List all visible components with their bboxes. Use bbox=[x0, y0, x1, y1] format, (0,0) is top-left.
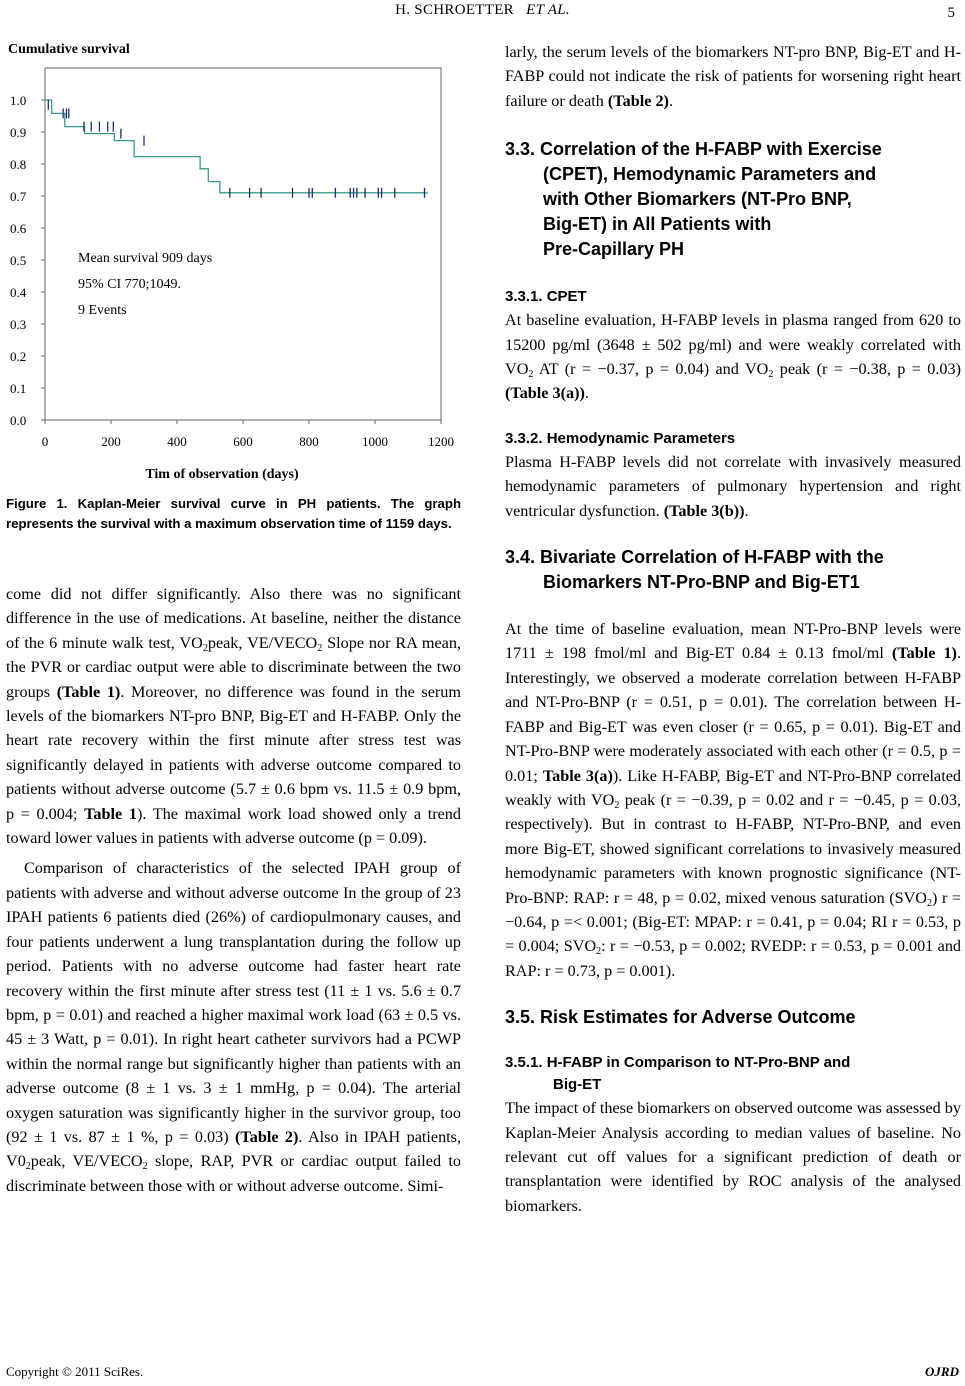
section-3-5-1-line2: Big-ET bbox=[553, 1076, 602, 1094]
x-tick-label: 600 bbox=[233, 434, 253, 449]
annotation-events: 9 Events bbox=[78, 303, 127, 318]
x-axis-ticks bbox=[42, 420, 454, 449]
page-number: 5 bbox=[947, 5, 955, 21]
footer-journal: OJRD bbox=[925, 1364, 959, 1379]
y-tick-label: 0.7 bbox=[10, 189, 27, 204]
y-tick-label: 0.3 bbox=[10, 317, 27, 332]
y-tick-label: 0.1 bbox=[10, 381, 27, 396]
y-tick-label: 0.5 bbox=[10, 253, 27, 268]
section-3-4-heading bbox=[505, 545, 961, 595]
y-tick-label: 0.9 bbox=[10, 125, 27, 140]
left-column bbox=[6, 582, 461, 1198]
y-tick-label: 0.2 bbox=[10, 349, 27, 364]
censored-marks bbox=[48, 100, 424, 198]
section-3-5-heading: 3.5. Risk Estimates for Adverse Outcome bbox=[505, 1007, 856, 1028]
right-paragraph-0: larly, the serum levels of the biomarkers NT-pro BNP, Big-ET and H-FABP could not indicate the risk of patients for worsening right heart failure or death (Table 2). bbox=[505, 43, 961, 110]
header-etal: ET AL. bbox=[526, 2, 570, 18]
left-paragraph-2: Comparison of characteristics of the selected IPAH group of patients with adverse and without adverse outcome In the group of 23 IPAH patients 6 patients died (26%) of cardiopulmonary causes, and four patients underwent a lung transplantation during the follow up period. Patients with no adverse outcome had faster heart rate recovery within the first minute after stress test (11 ± 1 vs. 5.6 ± 0.7 bpm, p = 0.01) and reached a higher maximal work load (63 ± 0.5 vs. 45 ± 3 Watt, p = 0.01). In right heart catheter survivors had a PCWP within the normal range but significantly higher than patients with an adverse outcome (8 ± 1 vs. 3 ± 1 mmHg, p = 0.04). The arterial oxygen saturation was significantly higher in the survivor group, too (92 ± 1 vs. 87 ± 1 %, p = 0.03) (Table 2). Also in IPAH patients, $V0_2peak$, $VE/VECO_2$ slope, RAP, PVR or cardiac output failed to discriminate between those with or without adverse outcome. Simi- bbox=[6, 859, 462, 1195]
section-3-3-heading bbox=[505, 137, 961, 262]
section-3-3-line1: Correlation of the H-FABP with Exercise bbox=[540, 139, 882, 160]
section-3-3-1-paragraph: At baseline evaluation, H-FABP levels in plasma ranged from 620 to 15200 pg/ml (3648 ± 502 pg/ml) and were weakly correlated with $VO_2$ AT (r = −0.37, p = 0.04) and $VO_2$ peak (r = −0.38, p = 0.03) (Table 3(a)). bbox=[505, 311, 961, 403]
kaplan-meier-figure bbox=[0, 30, 470, 490]
x-tick-label: 1000 bbox=[362, 434, 388, 449]
section-3-3-line5: Pre-Capillary PH bbox=[543, 239, 685, 260]
y-tick-label: 0.4 bbox=[10, 285, 27, 300]
survival-series bbox=[45, 100, 428, 193]
section-3-5-1-line1: 3.5.1. H-FABP in Comparison to NT-Pro-BNP and bbox=[505, 1054, 851, 1072]
section-3-3-line2: (CPET), Hemodynamic Parameters and bbox=[543, 164, 877, 185]
y-tick-label: 1.0 bbox=[10, 93, 27, 108]
figure-caption: Figure 1. Kaplan-Meier survival curve in PH patients. The graph represents the survival with a maximum observation time of 1159 days. bbox=[6, 496, 461, 531]
plot-frame bbox=[45, 68, 441, 420]
section-3-3-line4: Big-ET) in All Patients with bbox=[543, 214, 772, 235]
header-author: H. SCHROETTER bbox=[395, 2, 514, 18]
x-tick-label: 400 bbox=[167, 434, 187, 449]
annotation-ci: 95% CI 770;1049. bbox=[78, 277, 182, 292]
right-column bbox=[505, 40, 961, 1218]
section-3-5-1-heading bbox=[505, 1052, 961, 1096]
y-tick-label: 0.8 bbox=[10, 157, 27, 172]
section-3-5-1-paragraph: The impact of these biomarkers on observed outcome was assessed by Kaplan-Meier Analysis according to median values of baseline. No relevant cut off values for a significant prediction of death or transplantation were identified by ROC analysis of the analysed biomarkers. bbox=[505, 1099, 961, 1215]
y-axis-title: Cumulative survival bbox=[8, 42, 130, 57]
x-tick-label: 1200 bbox=[428, 434, 454, 449]
section-3-4-line2: Biomarkers NT-Pro-BNP and Big-ET1 bbox=[543, 572, 860, 593]
left-paragraph-1: come did not differ significantly. Also there was no significant difference in the use of medications. At baseline, neither the distance of the 6 minute walk test, $VO_2peak$, $VE/VECO_2$ Slope nor RA mean, the PVR or cardiac output were able to discriminate between the two groups (Table 1). Moreover, no difference was found in the serum levels of the biomarkers NT-pro BNP, Big-ET and H-FABP. Only the heart rate recovery within the first minute after stress test was significantly delayed in patients with adverse outcome compared to patients without adverse outcome (5.7 ± 0.6 bpm vs. 11.5 ± 0.9 bpm, p = 0.004; Table 1). The maximal work load showed only a trend toward lower values in patients with adverse outcome (p = 0.09). bbox=[6, 585, 461, 848]
section-3-3-1-heading: 3.3.1. CPET bbox=[505, 288, 587, 306]
section-3-4-line1: 3.4. Bivariate Correlation of H-FABP with the bbox=[505, 547, 884, 568]
y-axis-ticks bbox=[10, 93, 45, 428]
x-axis-title: Tim of observation (days) bbox=[145, 467, 299, 482]
section-3-3-2-heading: 3.3.2. Hemodynamic Parameters bbox=[505, 429, 736, 447]
x-tick-label: 200 bbox=[101, 434, 121, 449]
y-tick-label: 0.0 bbox=[10, 413, 27, 428]
footer-copyright: Copyright © 2011 SciRes. bbox=[6, 1364, 144, 1379]
annotation-mean-survival: Mean survival 909 days bbox=[78, 251, 213, 266]
section-3-3-line3: with Other Biomarkers (NT-Pro BNP, bbox=[543, 189, 852, 210]
y-tick-label: 0.6 bbox=[10, 221, 27, 236]
section-3-3-2-paragraph: Plasma H-FABP levels did not correlate with invasively measured hemodynamic parameters of pulmonary hypertension and right ventricular dysfunction. (Table 3(b)). bbox=[505, 452, 961, 520]
section-3-3-number: 3.3. bbox=[505, 139, 536, 160]
survival-curve bbox=[45, 100, 428, 193]
x-tick-label: 800 bbox=[299, 434, 319, 449]
section-3-4-paragraph: At the time of baseline evaluation, mean NT-Pro-BNP levels were 1711 ± 198 fmol/ml and Big-ET 0.84 ± 0.13 fmol/ml (Table 1). Interestingly, we observed a moderate correlation between H-FABP and NT-Pro-BNP (r = 0.51, p = 0.01). The correlation between H-FABP and Big-ET was even closer (r = 0.65, p = 0.01). Big-ET and NT-Pro-BNP were moderately associated with each other (r = 0.5, p = 0.01; Table 3(a)). Like H-FABP, Big-ET and NT-Pro-BNP correlated weakly with $VO_2$ peak (r = −0.39, p = 0.02 and r = −0.45, p = 0.03, respectively). But in contrast to H-FABP, NT-Pro-BNP, and even more Big-ET, showed significant correlations to invasively measured hemodynamic parameters with known prognostic significance (NT-Pro-BNP: RAP: r = 48, p = 0.02, mixed venous saturation $(SVO_2) r = -0.64$, p =< 0.001; (Big-ET: MPAP: r = 0.41, p = 0.04; RI r = 0.53, p = 0.004; $SVO_2$: r = −0.53, p = 0.002; RVEDP: r = 0.53, p = 0.001 and RAP: r = 0.73, p = 0.001). bbox=[505, 620, 962, 980]
x-tick-label: 0 bbox=[41, 434, 49, 449]
running-header bbox=[0, 2, 965, 22]
kaplan-meier-chart bbox=[0, 30, 470, 490]
running-title bbox=[0, 2, 965, 19]
